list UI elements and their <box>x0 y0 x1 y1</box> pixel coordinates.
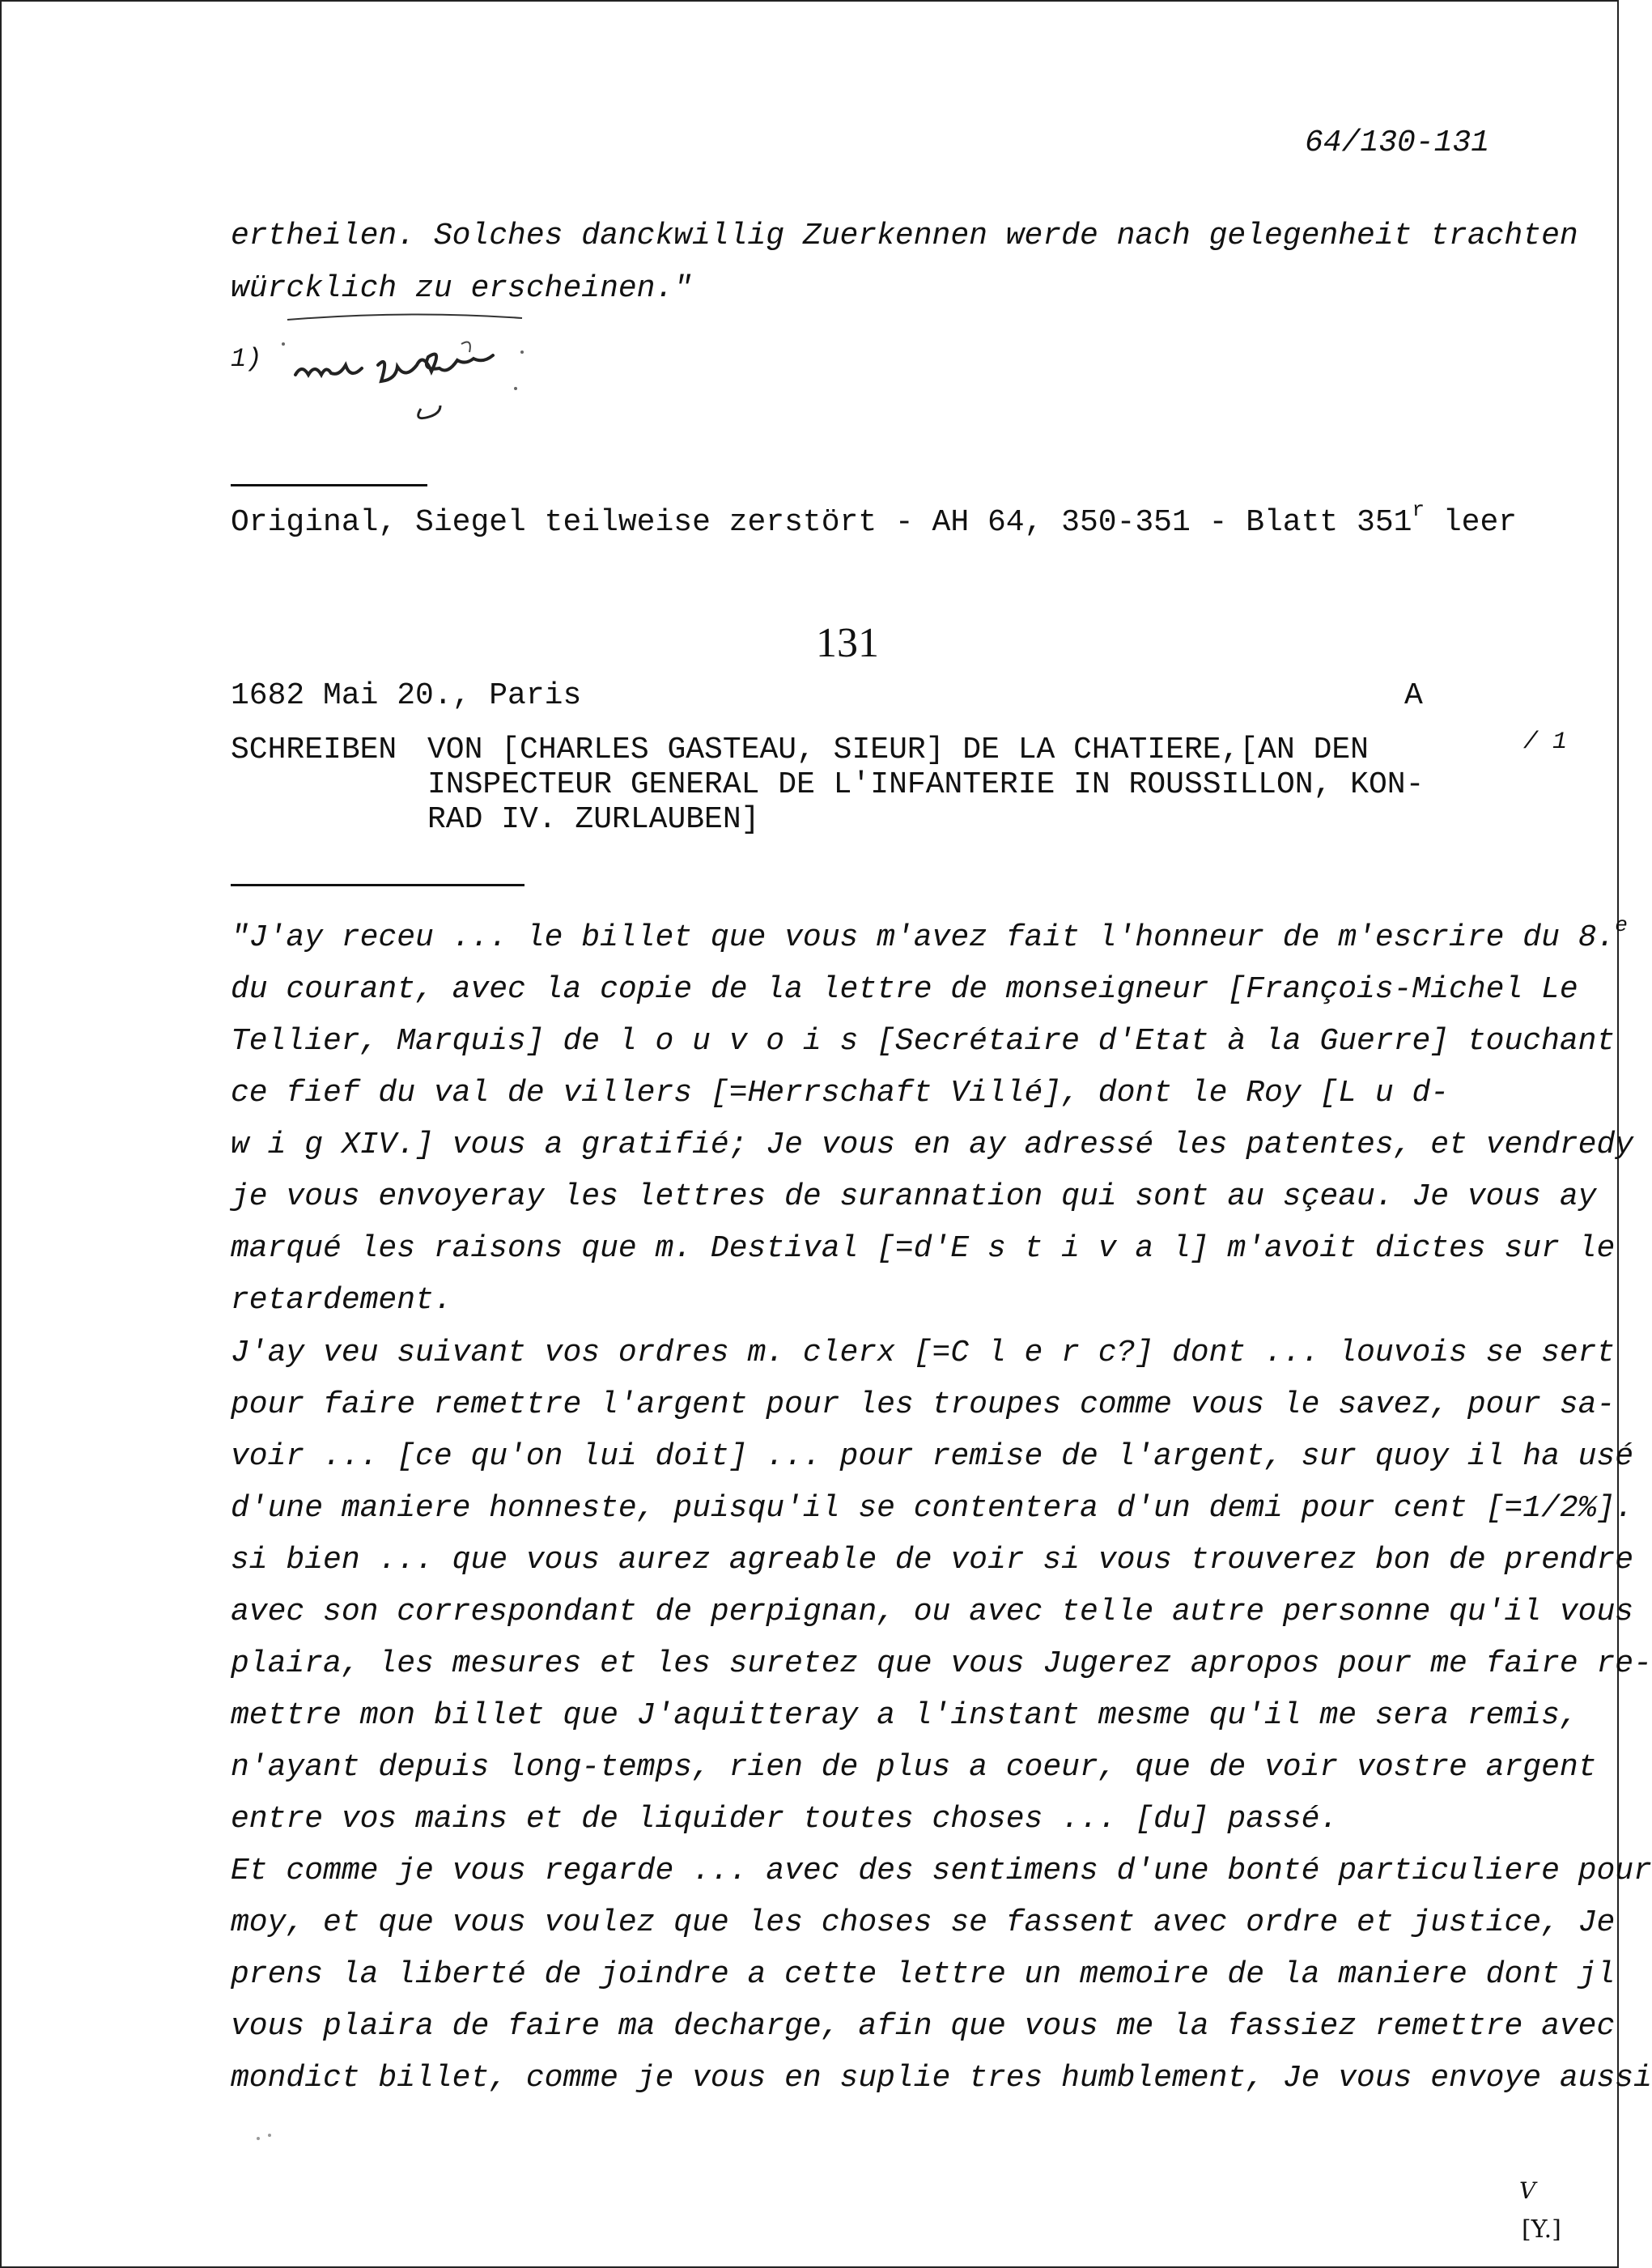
document-number: 131 <box>816 620 879 666</box>
letter-line: w i g XIV.] vous a gratifié; Je vous en ay adressé les patentes, et vendredy <box>231 1128 1634 1162</box>
letter-line: plaira, les mesures et les suretez que vous Jugerez apropos pour me faire re- <box>231 1646 1652 1681</box>
letter-line: si bien ... que vous aurez agreable de voir si vous trouverez bon de prendre <box>231 1543 1634 1578</box>
header-line-1: VON [CHARLES GASTEAU, SIEUR] DE LA CHATIERE,[AN DEN <box>427 733 1369 767</box>
letter-line: voir ... [ce qu'on lui doit] ... pour remise de l'argent, sur quoy il ha usé <box>231 1439 1634 1474</box>
scan-speck <box>255 2130 279 2147</box>
header-label: SCHREIBEN <box>231 733 397 767</box>
section-divider <box>231 884 524 886</box>
footnote-mark: 1) <box>231 344 262 374</box>
letter-line: du courant, avec la copie de la lettre de monseigneur [François-Michel Le <box>231 972 1578 1007</box>
continuation-line-1: ertheilen. Solches danckwillig Zuerkennen werde nach gelegenheit trachten <box>231 219 1578 253</box>
letter-line: marqué les raisons que m. Destival [=d'E s t i v a l] m'avoit dictes sur le <box>231 1231 1616 1266</box>
letter-line: moy, et que vous voulez que les choses se fassent avec ordre et justice, Je <box>231 1905 1616 1940</box>
header-line-3: RAD IV. ZURLAUBEN] <box>427 802 760 837</box>
source-note: Original, Siegel teilweise zerstört - AH 64, 350-351 - Blatt 351$^r$ leer <box>231 498 1518 540</box>
section-divider-short <box>231 484 427 486</box>
letter-line: Tellier, Marquis] de l o u v o i s [Secrétaire d'Etat à la Guerre] touchant <box>231 1024 1616 1059</box>
letter-line: J'ay veu suivant vos ordres m. clerx [=C l e r c?] dont ... louvois se sert <box>231 1336 1616 1370</box>
margin-mark: / 1 <box>1523 728 1568 756</box>
corner-stamp: [Y.] <box>1522 2215 1561 2244</box>
letter-line: n'ayant depuis long-temps, rien de plus a coeur, que de voir vostre argent <box>231 1750 1597 1785</box>
letter-line: d'une maniere honneste, puisqu'il se contentera d'un demi pour cent [=1/2%]. <box>231 1491 1634 1526</box>
letter-line: "J'ay receu ... le billet que vous m'avez fait l'honneur de m'escrire du 8.$^e$ <box>231 913 1628 955</box>
letter-line: prens la liberté de joindre a cette lettre un memoire de la maniere dont jl <box>231 1957 1616 1992</box>
letter-line: avec son correspondant de perpignan, ou avec telle autre personne qu'il vous <box>231 1595 1634 1629</box>
letter-line: ce fief du val de villers [=Herrschaft Villé], dont le Roy [L u d- <box>231 1076 1450 1111</box>
letter-line: Et comme je vous regarde ... avec des sentimens d'une bonté particuliere pour <box>231 1854 1652 1888</box>
letter-line: mettre mon billet que J'aquitteray a l'instant mesme qu'il me sera remis, <box>231 1698 1578 1733</box>
corner-mark: V <box>1519 2177 1536 2204</box>
letter-line: retardement. <box>231 1283 452 1318</box>
continuation-line-2: würcklich zu erscheinen." <box>231 271 693 306</box>
page-reference: 64/130-131 <box>1305 125 1490 160</box>
date-mark: A <box>1404 678 1423 713</box>
letter-line: pour faire remettre l'argent pour les troupes comme vous le savez, pour sa- <box>231 1387 1616 1422</box>
letter-line: je vous envoyeray les lettres de surannation qui sont au sçeau. Je vous ay <box>231 1179 1597 1214</box>
signature-image <box>279 312 538 425</box>
date-place: 1682 Mai 20., Paris <box>231 678 582 713</box>
letter-line: entre vos mains et de liquider toutes choses ... [du] passé. <box>231 1802 1339 1837</box>
letter-line: mondict billet, comme je vous en suplie tres humblement, Je vous envoye aussi <box>231 2061 1652 2096</box>
header-line-2: INSPECTEUR GENERAL DE L'INFANTERIE IN ROUSSILLON, KON- <box>427 767 1425 802</box>
letter-line: vous plaira de faire ma decharge, afin que vous me la fassiez remettre avec <box>231 2009 1616 2044</box>
